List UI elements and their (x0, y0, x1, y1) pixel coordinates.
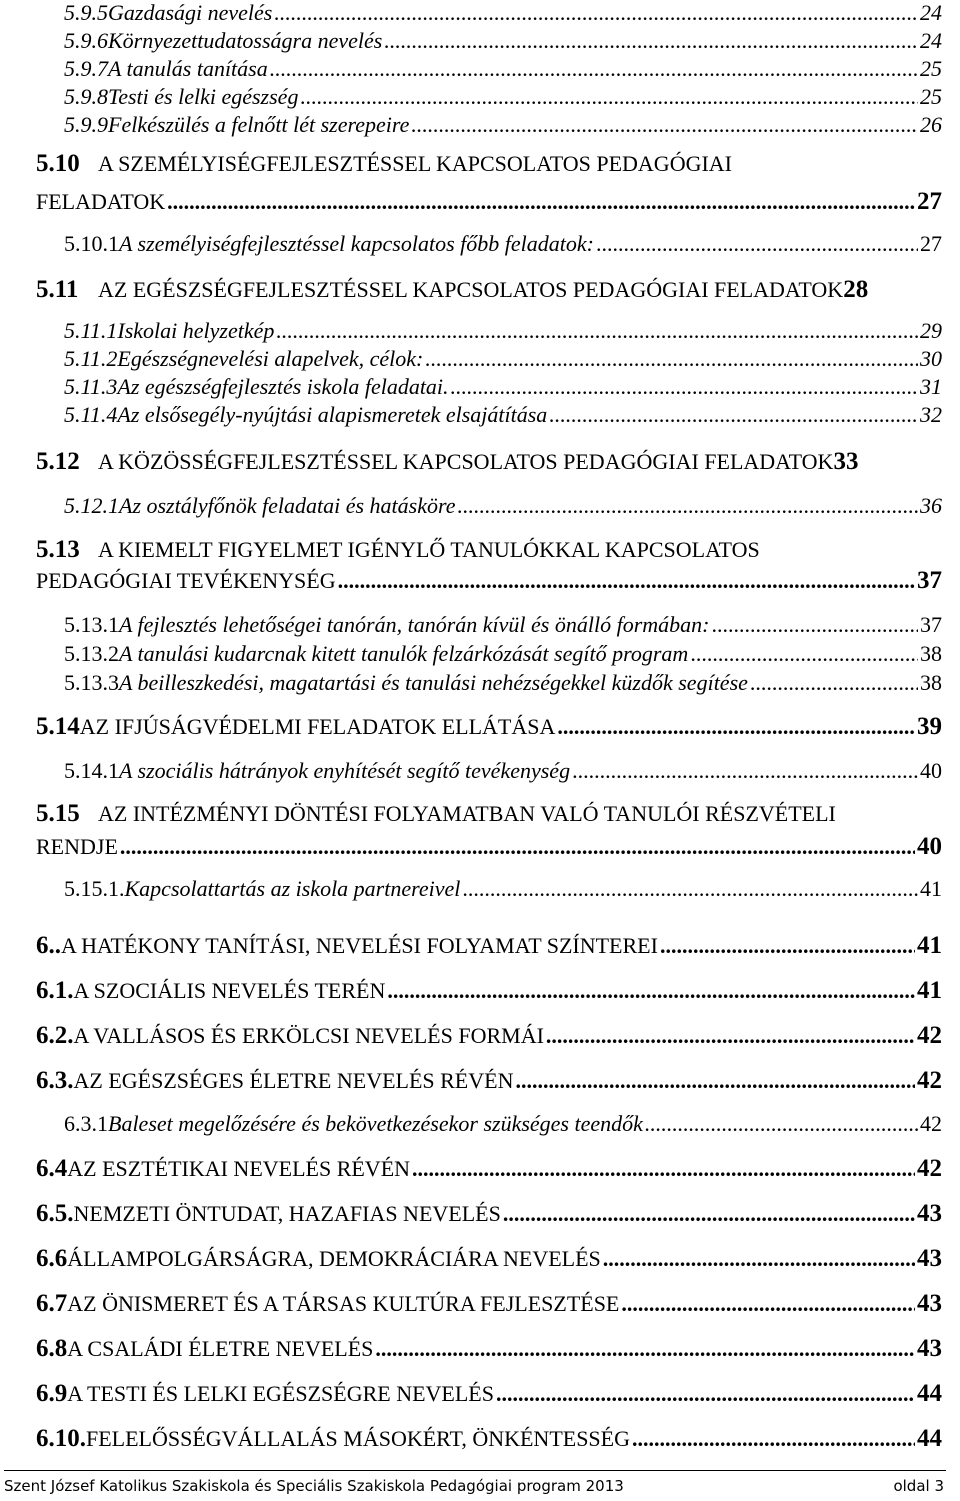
toc-entry-title: AZ ESZTÉTIKAI NEVELÉS RÉVÉN (67, 1156, 411, 1181)
toc-entry-page: 41 (917, 932, 942, 959)
toc-entry-title: A tanulás tanítása (108, 56, 268, 81)
leader-dots (690, 641, 918, 667)
leader-dots (425, 346, 918, 372)
toc-entry-number: 5.9.8 (64, 84, 108, 109)
toc-entry[interactable] (64, 402, 942, 428)
toc-entry[interactable] (64, 318, 942, 344)
toc-entry-number: 6.3.1 (64, 1111, 108, 1136)
toc-entry-title: Környezettudatosságra nevelés (108, 28, 383, 53)
toc-entry-page: 31 (920, 374, 942, 399)
leader-dots (750, 670, 918, 696)
toc-heading-entry[interactable] (36, 536, 942, 566)
toc-entry-number: 6.. (36, 932, 61, 959)
leader-dots (621, 1291, 915, 1317)
toc-heading-entry[interactable] (36, 1335, 942, 1365)
toc-entry-number: 6.1. (36, 977, 74, 1004)
toc-heading-entry[interactable] (36, 448, 956, 478)
toc-entry-title: A VALLÁSOS ÉS ERKÖLCSI NEVELÉS FORMÁI (73, 1023, 544, 1048)
toc-entry-number: 5.13 (36, 536, 80, 563)
toc-entry[interactable] (64, 0, 942, 26)
toc-entry-number: 6.6 (36, 1245, 68, 1272)
toc-entry-number: 6.10. (36, 1425, 86, 1452)
toc-entry-page: 26 (920, 112, 942, 137)
leader-dots (274, 0, 918, 26)
toc-entry-title: Baleset megelőzésére és bekövetkezésekor szükséges teendők (108, 1111, 643, 1136)
leader-dots (462, 876, 918, 902)
toc-entry-page: 24 (920, 0, 942, 25)
toc-entry-number: 5.11 (36, 276, 79, 303)
toc-entry-title: Iskolai helyzetkép (117, 318, 275, 343)
toc-entry-number: 5.13.2 (64, 641, 119, 666)
toc-entry-title: A fejlesztés lehetőségei tanórán, tanórán kívül és önálló formában: (119, 612, 710, 637)
toc-entry-title: Gazdasági nevelés (108, 0, 273, 25)
toc-entry-number: 6.5. (36, 1200, 74, 1227)
toc-entry-page: 27 (917, 188, 942, 215)
leader-dots (603, 1246, 915, 1272)
toc-entry-title: FELELŐSSÉGVÁLLALÁS MÁSOKÉRT, ÖNKÉNTESSÉG (86, 1426, 630, 1451)
leader-dots (496, 1381, 915, 1407)
toc-entry-title: Az osztályfőnök feladatai és hatásköre (119, 493, 456, 518)
leader-dots (457, 493, 918, 519)
toc-entry-number: 5.13.1 (64, 612, 119, 637)
toc-entry-title-line1: A SZEMÉLYISÉGFEJLESZTÉSSEL KAPCSOLATOS PEDAGÓGIAI (98, 151, 733, 176)
leader-dots (549, 402, 918, 428)
toc-heading-entry[interactable] (36, 1425, 942, 1455)
toc-entry[interactable] (64, 493, 942, 519)
leader-dots (451, 374, 918, 400)
footer-divider (4, 1470, 946, 1471)
toc-heading-entry[interactable] (36, 1067, 942, 1097)
leader-dots (384, 28, 918, 54)
leader-dots (557, 714, 915, 740)
toc-entry-title: A személyiségfejlesztéssel kapcsolatos főbb feladatok: (119, 231, 594, 256)
footer-page-number: oldal 3 (893, 1477, 944, 1495)
leader-dots (596, 231, 918, 257)
toc-entry[interactable] (64, 28, 942, 54)
toc-entry-title: A KÖZÖSSÉGFEJLESZTÉSSEL KAPCSOLATOS PEDAGÓGIAI FELADATOK (98, 449, 834, 474)
toc-entry-page: 43 (917, 1290, 942, 1317)
toc-entry[interactable] (64, 876, 942, 904)
toc-entry-number: 5.11.3 (64, 374, 118, 399)
toc-entry-page: 41 (920, 876, 942, 901)
toc-entry-number: 5.11.1 (64, 318, 118, 343)
toc-entry-title: AZ EGÉSZSÉGES ÉLETRE NEVELÉS RÉVÉN (73, 1068, 514, 1093)
toc-entry-title: Testi és lelki egészség (108, 84, 299, 109)
leader-dots (338, 568, 915, 594)
leader-dots (546, 1023, 915, 1049)
toc-entry[interactable] (64, 670, 942, 698)
toc-entry-page: 38 (920, 670, 942, 695)
toc-heading-entry[interactable] (36, 1380, 942, 1410)
toc-entry[interactable] (64, 84, 942, 110)
toc-entry-title: Kapcsolattartás az iskola partnereivel (124, 876, 461, 901)
toc-entry-title: A beilleszkedési, magatartási és tanulási nehézségekkel küzdők segítése (119, 670, 748, 695)
leader-dots (387, 978, 915, 1004)
toc-entry-title: Az elsősegély-nyújtási alapismeretek elsajátítása (117, 402, 548, 427)
toc-entry-title: AZ IFJÚSÁGVÉDELMI FELADATOK ELLÁTÁSA (79, 714, 556, 739)
toc-entry-title: ÁLLAMPOLGÁRSÁGRA, DEMOKRÁCIÁRA NEVELÉS (67, 1246, 601, 1271)
toc-entry-page: 33 (833, 448, 859, 475)
toc-entry-title: AZ EGÉSZSÉGFEJLESZTÉSSEL KAPCSOLATOS PEDAGÓGIAI FELADATOK (98, 277, 844, 302)
toc-entry-number: 5.12 (36, 448, 80, 475)
toc-entry-number: 5.15 (36, 800, 80, 827)
toc-entry-number: 5.10.1 (64, 231, 119, 256)
toc-entry-number: 6.7 (36, 1290, 68, 1317)
toc-entry-number: 5.9.7 (64, 56, 108, 81)
leader-dots (645, 1111, 918, 1137)
toc-entry[interactable] (64, 641, 942, 669)
toc-entry[interactable] (64, 112, 942, 138)
toc-entry-number: 5.11.2 (64, 346, 118, 371)
toc-heading-entry[interactable] (36, 1290, 942, 1320)
toc-entry-title-line1: A KIEMELT FIGYELMET IGÉNYLŐ TANULÓKKAL KAPCSOLATOS (98, 537, 760, 562)
leader-dots (120, 834, 915, 860)
leader-dots (276, 318, 918, 344)
toc-entry-number: 5.15.1. (64, 876, 125, 901)
toc-entry-page: 37 (920, 612, 942, 637)
toc-heading-entry[interactable] (36, 713, 942, 743)
toc-entry[interactable] (64, 346, 942, 372)
toc-entry-title: A CSALÁDI ÉLETRE NEVELÉS (67, 1336, 374, 1361)
toc-entry-page: 30 (920, 346, 942, 371)
toc-entry-page: 44 (917, 1425, 942, 1452)
toc-entry-title: AZ ÖNISMERET ÉS A TÁRSAS KULTÚRA FEJLESZTÉSE (67, 1291, 620, 1316)
toc-entry-title: NEMZETI ÖNTUDAT, HAZAFIAS NEVELÉS (73, 1201, 501, 1226)
toc-heading-entry-cont[interactable] (36, 188, 942, 218)
toc-entry[interactable] (64, 374, 942, 400)
page-footer (4, 1477, 944, 1495)
toc-entry-page: 25 (920, 84, 942, 109)
toc-heading-entry[interactable] (36, 1200, 942, 1230)
toc-entry-number: 5.12.1 (64, 493, 119, 518)
toc-entry-page: 40 (920, 758, 942, 783)
leader-dots (300, 84, 918, 110)
toc-entry-page: 29 (920, 318, 942, 343)
leader-dots (412, 1156, 915, 1182)
leader-dots (711, 612, 918, 638)
toc-entry-number: 5.9.9 (64, 112, 108, 137)
toc-entry[interactable] (64, 56, 942, 82)
leader-dots (632, 1426, 915, 1452)
leader-dots (270, 56, 918, 82)
toc-heading-entry[interactable] (36, 1245, 942, 1275)
toc-entry-page: 32 (920, 402, 942, 427)
toc-entry-page: 24 (920, 28, 942, 53)
toc-entry[interactable] (64, 231, 942, 259)
toc-entry-number: 5.10 (36, 150, 80, 177)
toc-entry-page: 38 (920, 641, 942, 666)
toc-entry-number: 6.3. (36, 1067, 74, 1094)
toc-entry-title: A TESTI ÉS LELKI EGÉSZSÉGRE NEVELÉS (67, 1381, 494, 1406)
toc-heading-entry[interactable] (36, 932, 942, 962)
toc-entry-title: Az egészségfejlesztés iskola feladatai. (117, 374, 449, 399)
toc-entry-page: 28 (843, 276, 869, 303)
toc-heading-entry-cont[interactable] (36, 567, 942, 597)
toc-entry-number: 5.14.1 (64, 758, 119, 783)
toc-entry-title: A SZOCIÁLIS NEVELÉS TERÉN (73, 978, 386, 1003)
leader-dots (375, 1336, 915, 1362)
toc-entry-number: 5.9.5 (64, 0, 108, 25)
toc-heading-entry-cont[interactable] (36, 833, 942, 863)
toc-entry-page: 41 (917, 977, 942, 1004)
leader-dots (660, 933, 915, 959)
toc-entry-page: 42 (917, 1022, 942, 1049)
toc-heading-entry[interactable] (36, 1022, 942, 1052)
toc-entry-page: 43 (917, 1335, 942, 1362)
toc-entry-page: 42 (920, 1111, 942, 1136)
toc-entry-title-line2: FELADATOK (36, 189, 166, 214)
toc-entry-title-line1: AZ INTÉZMÉNYI DÖNTÉSI FOLYAMATBAN VALÓ TANULÓI RÉSZVÉTELI (98, 801, 836, 826)
toc-entry-page: 42 (917, 1155, 942, 1182)
toc-entry-number: 5.14 (36, 713, 80, 740)
toc-heading-entry[interactable] (36, 276, 956, 306)
toc-entry-number: 6.9 (36, 1380, 68, 1407)
leader-dots (515, 1068, 915, 1094)
toc-entry-title: A tanulási kudarcnak kitett tanulók felzárkózását segítő program (119, 641, 689, 666)
toc-entry-page: 43 (917, 1200, 942, 1227)
toc-entry-page: 37 (917, 567, 942, 594)
toc-entry-number: 6.8 (36, 1335, 68, 1362)
toc-entry-number: 6.4 (36, 1155, 68, 1182)
leader-dots (411, 112, 918, 138)
toc-heading-entry[interactable] (36, 977, 942, 1007)
toc-entry-page: 27 (920, 231, 942, 256)
toc-entry-title: Egészségnevelési alapelvek, célok: (117, 346, 424, 371)
toc-entry-page: 25 (920, 56, 942, 81)
toc-entry[interactable] (64, 1111, 942, 1137)
toc-heading-entry[interactable] (36, 1155, 942, 1185)
toc-entry-title: A szociális hátrányok enyhítését segítő tevékenység (119, 758, 571, 783)
leader-dots (167, 189, 915, 215)
toc-entry-page: 43 (917, 1245, 942, 1272)
toc-entry-page: 40 (917, 833, 942, 860)
toc-entry-title: Felkészülés a felnőtt lét szerepeire (108, 112, 410, 137)
toc-heading-entry[interactable] (36, 150, 942, 180)
toc-entry-number: 5.11.4 (64, 402, 118, 427)
toc-entry-page: 44 (917, 1380, 942, 1407)
toc-entry-title-line2: RENDJE (36, 834, 118, 859)
leader-dots (572, 758, 918, 784)
toc-entry[interactable] (64, 612, 942, 640)
leader-dots (503, 1201, 915, 1227)
toc-entry-page: 36 (920, 493, 942, 518)
toc-entry-page: 42 (917, 1067, 942, 1094)
toc-entry-page: 39 (917, 713, 942, 740)
toc-entry[interactable] (64, 758, 942, 786)
toc-entry-number: 5.9.6 (64, 28, 108, 53)
toc-entry-title-line2: PEDAGÓGIAI TEVÉKENYSÉG (36, 568, 336, 593)
toc-entry-number: 6.2. (36, 1022, 74, 1049)
toc-heading-entry[interactable] (36, 800, 942, 830)
toc-entry-title: A HATÉKONY TANÍTÁSI, NEVELÉSI FOLYAMAT SZÍNTEREI (61, 933, 658, 958)
footer-document-title: Szent József Katolikus Szakiskola és Speciális Szakiskola Pedagógiai program 2013 (4, 1477, 624, 1495)
toc-entry-number: 5.13.3 (64, 670, 119, 695)
